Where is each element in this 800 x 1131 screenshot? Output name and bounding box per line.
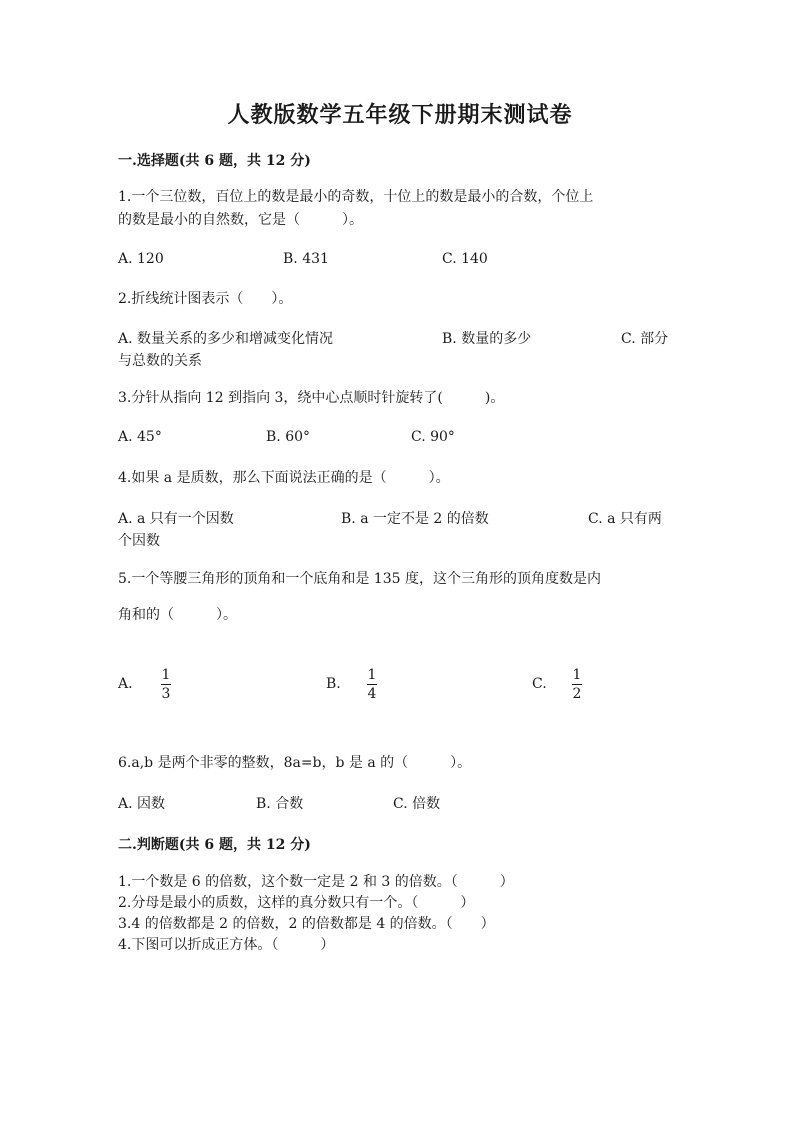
question-2-option-c: C. 部分 bbox=[621, 331, 669, 347]
question-1-option-c: C. 140 bbox=[442, 251, 488, 267]
question-5-option-c-label: C. bbox=[532, 676, 547, 692]
question-3-option-a: A. 45° bbox=[118, 429, 162, 445]
question-2-option-a: A. 数量关系的多少和增减变化情况 bbox=[118, 331, 334, 347]
judgement-item-2: 2.分母是最小的质数，这样的真分数只有一个。（ ） bbox=[118, 895, 475, 911]
question-1-text-cont: 的数是最小的自然数，它是（ ）。 bbox=[118, 212, 363, 228]
fraction-numerator: 1 bbox=[161, 667, 171, 683]
question-4-option-c-cont: 个因数 bbox=[118, 533, 160, 549]
question-4-option-c: C. a 只有两 bbox=[588, 511, 662, 527]
fraction-denominator: 3 bbox=[161, 686, 171, 702]
question-5-text: 5.一个等腰三角形的顶角和一个底角和是 135 度，这个三角形的顶角度数是内 bbox=[118, 571, 601, 587]
question-6-text: 6.a,b 是两个非零的整数，8a=b，b 是 a 的（ ）。 bbox=[118, 755, 472, 771]
fraction-numerator: 1 bbox=[367, 667, 377, 683]
question-1-option-a: A. 120 bbox=[118, 251, 164, 267]
fraction-bar bbox=[161, 684, 171, 685]
question-2-text: 2.折线统计图表示（ ）。 bbox=[118, 291, 293, 307]
question-5-option-b-label: B. bbox=[326, 676, 341, 692]
question-1-option-b: B. 431 bbox=[283, 251, 329, 267]
judgement-item-1: 1.一个数是 6 的倍数，这个数一定是 2 和 3 的倍数。（ ） bbox=[118, 874, 514, 890]
question-3-text: 3.分针从指向 12 到指向 3，绕中心点顺时针旋转了( )。 bbox=[118, 390, 505, 406]
question-5-option-c-fraction bbox=[572, 668, 582, 701]
fraction-bar bbox=[572, 684, 582, 685]
question-6-option-a: A. 因数 bbox=[118, 796, 166, 812]
question-1-text: 1.一个三位数，百位上的数是最小的奇数，十位上的数是最小的合数，个位上 bbox=[118, 189, 594, 205]
fraction-numerator: 1 bbox=[572, 667, 582, 683]
question-5-option-a-fraction bbox=[161, 668, 171, 701]
question-5-option-a-label: A. bbox=[118, 676, 133, 692]
question-6-option-b: B. 合数 bbox=[256, 796, 304, 812]
question-5-text-cont: 角和的（ ）。 bbox=[118, 607, 237, 623]
fraction-denominator: 2 bbox=[572, 686, 582, 702]
section-heading-choice: 一.选择题(共 6 题，共 12 分) bbox=[118, 153, 311, 169]
question-4-text: 4.如果 a 是质数，那么下面说法正确的是（ ）。 bbox=[118, 470, 450, 486]
judgement-item-3: 3.4 的倍数都是 2 的倍数，2 的倍数都是 4 的倍数。（ ） bbox=[118, 916, 495, 932]
question-2-option-b: B. 数量的多少 bbox=[442, 331, 532, 347]
question-3-option-b: B. 60° bbox=[266, 429, 311, 445]
judgement-item-4: 4.下图可以折成正方体。（ ） bbox=[118, 937, 335, 953]
page-title: 人教版数学五年级下册期末测试卷 bbox=[227, 102, 573, 128]
question-2-option-c-cont: 与总数的关系 bbox=[118, 353, 202, 369]
fraction-denominator: 4 bbox=[367, 686, 377, 702]
section-heading-judgement: 二.判断题(共 6 题，共 12 分) bbox=[118, 837, 311, 853]
question-5-option-b-fraction bbox=[367, 668, 377, 701]
question-4-option-b: B. a 一定不是 2 的倍数 bbox=[341, 511, 489, 527]
fraction-bar bbox=[367, 684, 377, 685]
question-6-option-c: C. 倍数 bbox=[393, 796, 441, 812]
question-3-option-c: C. 90° bbox=[411, 429, 455, 445]
question-4-option-a: A. a 只有一个因数 bbox=[118, 511, 234, 527]
